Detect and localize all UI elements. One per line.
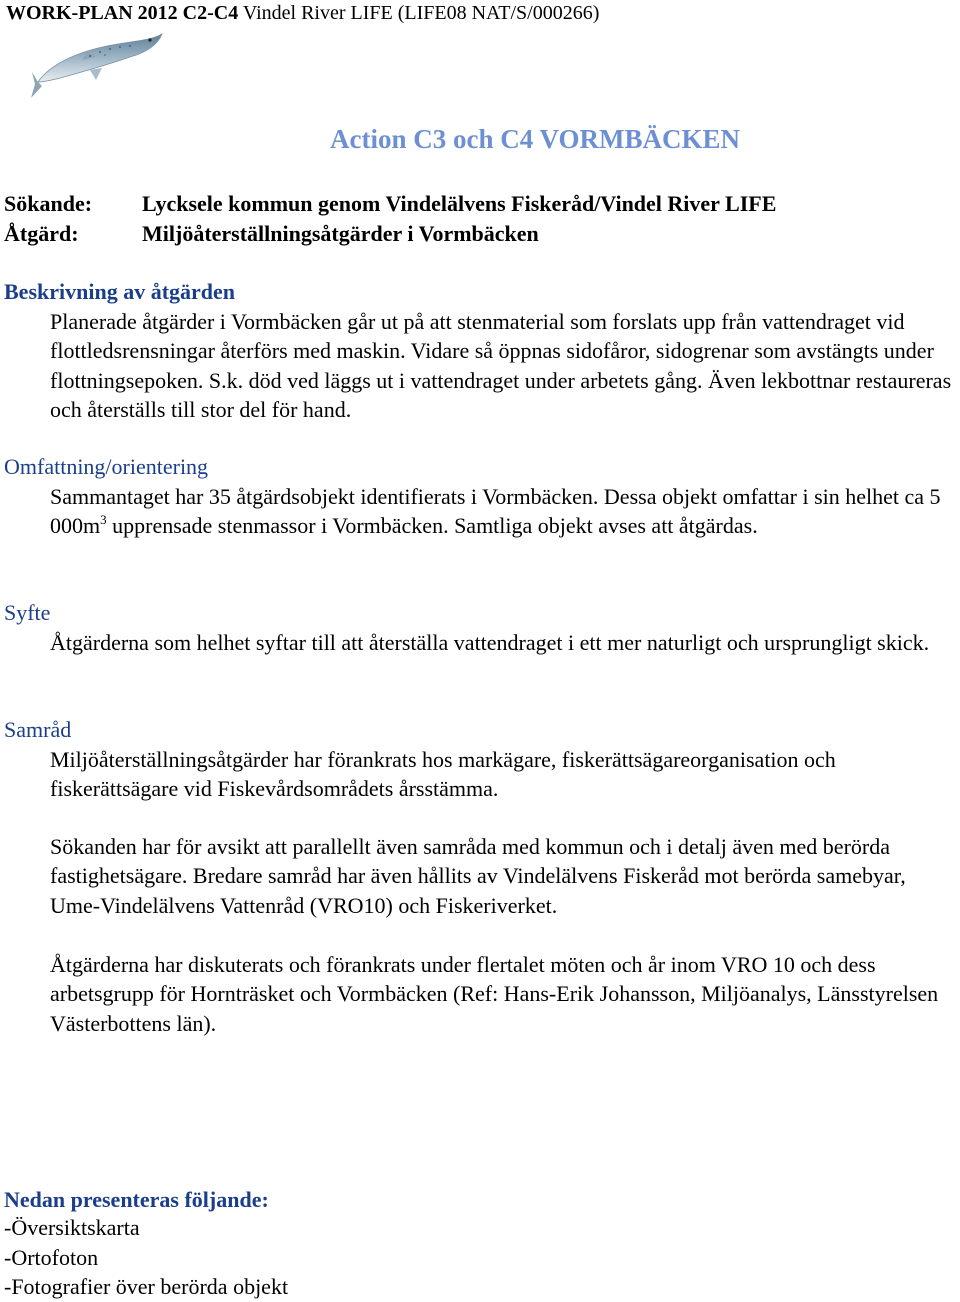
section-text-beskrivning: Planerade åtgärder i Vormbäcken går ut på att stenmaterial som forslats upp från vattendraget vid flottledsrensningar återförs med maskin. Vidare så öppnas sidofåror, sidogrenar som avstängts under flottningsepoken. S.k. död ved läggs ut i vattendraget under arbetets gång. Även lekbottnar restaureras och återställs till stor del för hand. (50, 309, 952, 422)
section-text-syfte: Åtgärderna som helhet syftar till att återställa vattendraget i ett mer naturligt och ursprungligt skick. (50, 630, 930, 655)
closing-heading: Nedan presenteras följande: (4, 1187, 269, 1212)
samrad-paragraph: Åtgärderna har diskuterats och förankrats under flertalet möten och år inom VRO 10 och dess arbetsgrupp för Hornträsket och Vormbäcken (Ref: Hans-Erik Johansson, Miljöanalys, Länsstyrelsen Västerbottens län). (50, 952, 939, 1036)
section-heading-omfattning: Omfattning/orientering (4, 454, 209, 479)
salmon-fish-icon (30, 24, 165, 108)
omfattning-text-part: upprensade stenmassor i Vormbäcken. Samtliga objekt avses att åtgärdas. (106, 513, 758, 539)
samrad-paragraph: Sökanden har för avsikt att parallellt även samråda med kommun och i detalj även med berörda fastighetsägare. Bredare samråd har även hållits av Vindelälvens Fiskeråd mot berörda samebyar, Ume-Vindelälvens Vattenråd (VRO10) och Fiskeriverket. (50, 834, 906, 918)
field-label: Sökande: (4, 191, 93, 216)
list-item: -Ortofoton (4, 1244, 99, 1270)
document-header (6, 1, 599, 25)
list-item: -Fotografier över berörda objekt (4, 1274, 289, 1299)
section-text-omfattning (50, 482, 958, 541)
section-heading-samrad: Samråd (4, 717, 72, 742)
cubic-superscript: 3 (100, 512, 107, 528)
work-plan-label: WORK-PLAN 2012 C2-C4 (6, 2, 239, 24)
page-title: Action C3 och C4 VORMBÄCKEN (330, 124, 740, 154)
project-label: Vindel River LIFE (LIFE08 NAT/S/000266) (238, 2, 600, 24)
section-heading-syfte: Syfte (4, 600, 51, 625)
field-sokande (4, 189, 776, 219)
field-label: Åtgärd: (4, 221, 79, 246)
section-heading-beskrivning: Beskrivning av åtgärden (4, 279, 236, 304)
field-value: Lycksele kommun genom Vindelälvens Fiskeråd/Vindel River LIFE (142, 191, 777, 216)
omfattning-text-part: Sammantaget har 35 åtgärdsobjekt identifierats i Vormbäcken. Dessa objekt omfattar i sin helhet ca 5 000m (50, 484, 941, 539)
samrad-paragraph: Miljöåterställningsåtgärder har förankrats hos markägare, fiskerättsägareorganisation och fiskerättsägare vid Fiskevårdsområdets årsstämma. (50, 747, 836, 802)
field-atgard (4, 219, 539, 249)
list-item: -Översiktskarta (4, 1215, 140, 1240)
field-value: Miljöåterställningsåtgärder i Vormbäcken (142, 221, 539, 246)
attachment-list (4, 1213, 288, 1302)
